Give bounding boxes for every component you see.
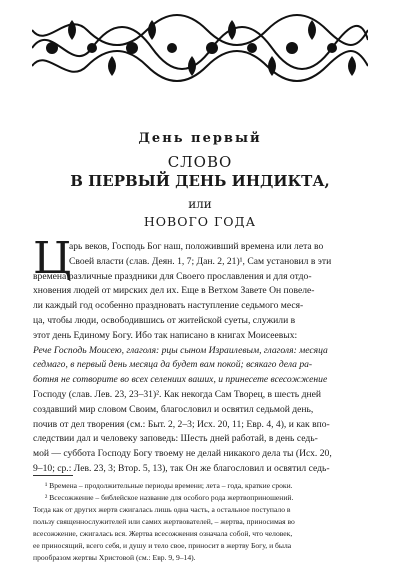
footnote-divider xyxy=(33,475,73,476)
floral-ornament-band-icon xyxy=(32,10,368,86)
body-line: ботня не сотворите во всех селениих ваших, и принесете всесожжение xyxy=(33,374,328,386)
body-line: хновения людей от мирских дел их. Еще в Ветхом Завете Он повеле- xyxy=(33,285,315,297)
footnote-line: ² Всесожжение – библейское название для особого рода жертвоприношений. xyxy=(45,493,294,502)
title-line-3: или xyxy=(188,197,212,211)
footnote-line: пользу священнослужителей или самих жертвователей, – жертва, приносимая во xyxy=(33,517,295,526)
footnote-line: Тогда как от других жертв сжигалась лишь одна часть, а остальное поступало в xyxy=(33,505,291,514)
body-line: ца, чтобы люди, освободившись от житейской суеты, служили в xyxy=(33,314,296,326)
body-line: Своей власти (слав. Деян. 1, 7; Дан. 2, 21)¹, Сам установил в эти xyxy=(69,255,332,267)
footnotes xyxy=(33,480,370,564)
day-heading: День первый xyxy=(138,131,262,146)
body-line: времена различные праздники для Своего прославления и для отдо- xyxy=(33,270,312,282)
body-line: следствии дал и человеку заповедь: Шесть дней работай, в день седь- xyxy=(33,433,318,445)
body-line: Рече Господь Моисею, глаголя: рцы сыном Израилевым, глаголя: месяца xyxy=(33,344,328,356)
footnote-line: ее приносящий, всего себя, и душу и тело свое, приносит в жертву Богу, и была xyxy=(33,541,292,550)
footnote-line: прообразом жертвы Христовой (см.: Евр. 9, 9–14). xyxy=(33,553,196,562)
body-line: арь веков, Господь Бог наш, положивший времена или лета во xyxy=(69,241,324,252)
body-line: Господу (слав. Лев. 23, 23–31)². Как некогда Сам Творец, в шесть дней xyxy=(33,388,321,400)
footnote-line: всесожжение, сжигалась вся. Жертва всесожжения означала собой, что человек, xyxy=(33,529,293,538)
body-line: седмаго, в первый день месяца да будет вам покой; всякаго дела ра- xyxy=(33,359,313,371)
footnote-line: ¹ Времена – продолжительные периоды времени; лета – года, краткие сроки. xyxy=(45,481,293,490)
body-line: почив от дел творения (см.: Быт. 2, 2–3; Исх. 20, 11; Евр. 4, 4), и как впо- xyxy=(33,418,330,430)
body-line: создавший мир словом Своим, благословил и освятил седьмой день, xyxy=(33,403,314,415)
body-line: 9–10; ср.: Лев. 23, 3; Втор. 5, 13), так Он же благословил и освятил седь- xyxy=(33,462,330,474)
body-line: этот день Единому Богу. Ибо так написано в книгах Моисеевых: xyxy=(33,329,298,341)
title-line-2: В ПЕРВЫЙ ДЕНЬ ИНДИКТА, xyxy=(70,172,330,190)
title-line-4: НОВОГО ГОДА xyxy=(143,214,257,229)
body-line: ли каждый год особенно праздновать наступление седьмого меся- xyxy=(33,300,304,312)
drop-cap: Ц xyxy=(33,233,72,284)
body-line: мой — суббота Господу Богу твоему не делай никакого дела ты (Исх. 20, xyxy=(33,448,332,460)
body-text xyxy=(33,240,370,477)
title-line-1: СЛОВО xyxy=(167,153,233,171)
